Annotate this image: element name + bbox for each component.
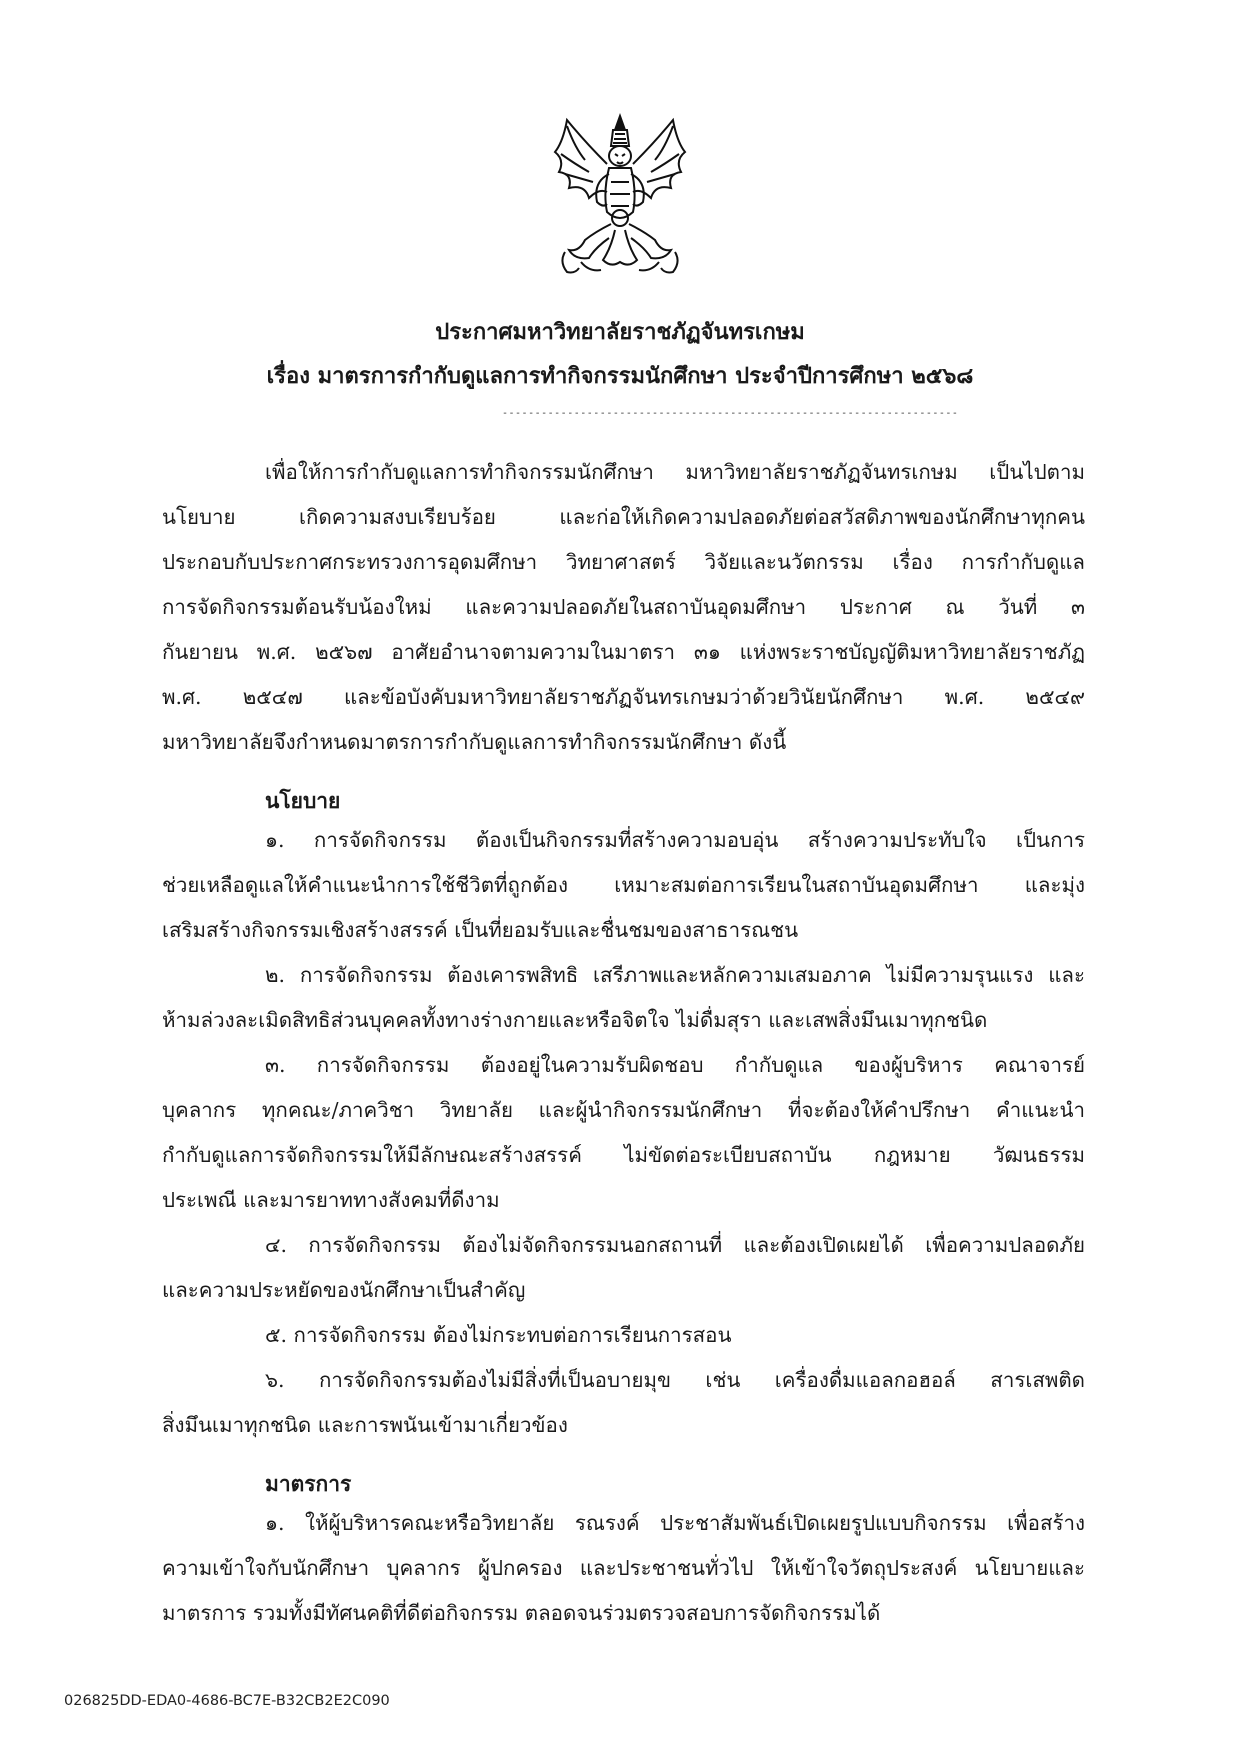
measure-item-1-line: มาตรการ รวมทั้งมีทัศนคติที่ดีต่อกิจกรรม ตลอดจนร่วมตรวจสอบการจัดกิจกรรมได้ xyxy=(162,1601,881,1625)
intro-line: การจัดกิจกรรมต้อนรับน้องใหม่ และความปลอดภัยในสถาบันอุดมศึกษา ประกาศ ณ วันที่ ๓ xyxy=(162,595,1085,619)
policy-item-1-line: ช่วยเหลือดูแลให้คำแนะนำการใช้ชีวิตที่ถูกต้อง เหมาะสมต่อการเรียนในสถาบันอุดมศึกษา และมุ่ง xyxy=(162,873,1085,897)
policy-heading: นโยบาย xyxy=(265,788,341,813)
policy-item-6-line: สิ่งมึนเมาทุกชนิด และการพนันเข้ามาเกี่ยวข้อง xyxy=(162,1413,568,1437)
document-title: ประกาศมหาวิทยาลัยราชภัฏจันทรเกษม xyxy=(435,319,805,345)
intro-line: กันยายน พ.ศ. ๒๕๖๗ อาศัยอำนาจตามความในมาตรา ๓๑ แห่งพระราชบัญญัติมหาวิทยาลัยราชภัฏ xyxy=(162,640,1085,664)
policy-item-1-line: ๑. การจัดกิจกรรม ต้องเป็นกิจกรรมที่สร้างความอบอุ่น สร้างความประทับใจ เป็นการ xyxy=(265,828,1085,852)
intro-line: เพื่อให้การกำกับดูแลการทำกิจกรรมนักศึกษา มหาวิทยาลัยราชภัฏจันทรเกษม เป็นไปตาม xyxy=(265,460,1085,484)
garuda-emblem-icon xyxy=(545,112,695,280)
measures-heading: มาตรการ xyxy=(265,1471,352,1496)
policy-item-3-line: บุคลากร ทุกคณะ/ภาควิชา วิทยาลัย และผู้นำกิจกรรมนักศึกษา ที่จะต้องให้คำปรึกษา คำแนะนำ xyxy=(162,1098,1085,1122)
policy-item-4-line: และความประหยัดของนักศึกษาเป็นสำคัญ xyxy=(162,1278,526,1302)
document-subject: เรื่อง มาตรการกำกับดูแลการทำกิจกรรมนักศึกษา ประจำปีการศึกษา ๒๕๖๘ xyxy=(266,363,974,389)
measure-item-1-line: ความเข้าใจกับนักศึกษา บุคลากร ผู้ปกครอง และประชาชนทั่วไป ให้เข้าใจวัตถุประสงค์ นโยบายและ xyxy=(162,1556,1085,1580)
policy-item-2-line: ๒. การจัดกิจกรรม ต้องเคารพสิทธิ เสรีภาพและหลักความเสมอภาค ไม่มีความรุนแรง และ xyxy=(265,963,1085,987)
measure-item-1-line: ๑. ให้ผู้บริหารคณะหรือวิทยาลัย รณรงค์ ประชาสัมพันธ์เปิดเผยรูปแบบกิจกรรม เพื่อสร้าง xyxy=(265,1511,1085,1535)
intro-line: พ.ศ. ๒๕๔๗ และข้อบังคับมหาวิทยาลัยราชภัฏจันทรเกษมว่าด้วยวินัยนักศึกษา พ.ศ. ๒๕๔๙ xyxy=(162,685,1085,709)
policy-item-3-line: ประเพณี และมารยาททางสังคมที่ดีงาม xyxy=(162,1188,500,1212)
policy-item-1-line: เสริมสร้างกิจกรรมเชิงสร้างสรรค์ เป็นที่ยอมรับและชื่นชมของสาธารณชน xyxy=(162,918,799,942)
intro-line: นโยบาย เกิดความสงบเรียบร้อย และก่อให้เกิดความปลอดภัยต่อสวัสดิภาพของนักศึกษาทุกคน xyxy=(162,505,1085,529)
document-id: 026825DD-EDA0-4686-BC7E-B32CB2E2C090 xyxy=(64,1693,390,1709)
policy-item-3-line: ๓. การจัดกิจกรรม ต้องอยู่ในความรับผิดชอบ กำกับดูแล ของผู้บริหาร คณาจารย์ xyxy=(265,1053,1085,1077)
policy-item-3-line: กำกับดูแลการจัดกิจกรรมให้มีลักษณะสร้างสรรค์ ไม่ขัดต่อระเบียบสถาบัน กฎหมาย วัฒนธรรม xyxy=(162,1143,1085,1167)
intro-line: มหาวิทยาลัยจึงกำหนดมาตรการกำกับดูแลการทำกิจกรรมนักศึกษา ดังนี้ xyxy=(162,730,787,754)
policy-item-5-line: ๕. การจัดกิจกรรม ต้องไม่กระทบต่อการเรียนการสอน xyxy=(265,1323,732,1347)
intro-line: ประกอบกับประกาศกระทรวงการอุดมศึกษา วิทยาศาสตร์ วิจัยและนวัตกรรม เรื่อง การกำกับดูแล xyxy=(162,550,1085,574)
policy-item-2-line: ห้ามล่วงละเมิดสิทธิส่วนบุคคลทั้งทางร่างกายและหรือจิตใจ ไม่ดื่มสุรา และเสพสิ่งมึนเมาทุกชนิด xyxy=(162,1008,988,1032)
title-separator: ---------------------------------------------------------------------- xyxy=(502,408,959,419)
policy-item-4-line: ๔. การจัดกิจกรรม ต้องไม่จัดกิจกรรมนอกสถานที่ และต้องเปิดเผยได้ เพื่อความปลอดภัย xyxy=(265,1233,1085,1257)
policy-item-6-line: ๖. การจัดกิจกรรมต้องไม่มีสิ่งที่เป็นอบายมุข เช่น เครื่องดื่มแอลกอฮอล์ สารเสพติด xyxy=(265,1368,1085,1392)
